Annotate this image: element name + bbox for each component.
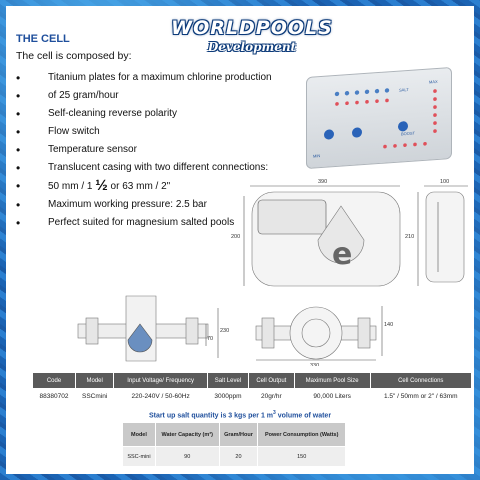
model-table bbox=[122, 422, 346, 467]
model-cell: 90 bbox=[155, 447, 219, 467]
feature-text: Perfect suited for magnesium salted pools bbox=[48, 217, 235, 228]
specs-cell: 1.5" / 50mm or 2" / 63mm bbox=[383, 393, 458, 400]
specs-header: Cell Output bbox=[248, 373, 294, 389]
feature-text: Maximum working pressure: 2.5 bar bbox=[48, 199, 207, 210]
specs-header: Code bbox=[33, 373, 76, 389]
cell-side-view bbox=[426, 192, 464, 282]
specs-header: Salt Level bbox=[208, 373, 249, 389]
pipe-union-right bbox=[186, 318, 198, 344]
e-logo: e bbox=[332, 237, 353, 272]
startup-salt-note bbox=[6, 410, 474, 419]
pipe-union-left bbox=[262, 318, 274, 348]
feature-text: Temperature sensor bbox=[48, 144, 137, 155]
dim-top-width: 330 bbox=[310, 363, 320, 366]
logo-main-text: WORLDPOOLS bbox=[171, 17, 333, 39]
specs-cell: 220-240V / 50-60Hz bbox=[131, 393, 190, 400]
model-header: Gram/Hour bbox=[219, 423, 258, 447]
cell-front-panel bbox=[258, 200, 326, 234]
startup-superscript: 3 bbox=[273, 410, 276, 416]
feature-text: Flow switch bbox=[48, 126, 100, 137]
dim-side-height: 210 bbox=[405, 234, 415, 240]
feature-text: of 25 gram/hour bbox=[48, 90, 119, 101]
specs-header: Cell Connections bbox=[370, 373, 471, 389]
boost-label: BOOST bbox=[401, 130, 415, 137]
min-label: MIN bbox=[313, 153, 321, 159]
model-cell: 150 bbox=[258, 447, 346, 467]
section-title: THE CELL bbox=[16, 33, 70, 45]
feature-text: Self-cleaning reverse polarity bbox=[48, 108, 177, 119]
dim-side-view-depth: 70 bbox=[207, 336, 214, 342]
feature-text: Translucent casing with two different connections: bbox=[48, 162, 269, 173]
model-header: Power Consumption (Watts) bbox=[258, 423, 346, 447]
specs-table bbox=[32, 372, 472, 404]
table-row bbox=[33, 389, 472, 405]
specs-cell: 3000ppm bbox=[214, 393, 242, 400]
specs-header-row bbox=[33, 373, 472, 389]
technical-drawings bbox=[6, 6, 474, 366]
model-header: Water Capacity (m³) bbox=[155, 423, 219, 447]
startup-text: Start up salt quantity is 3 kgs per 1 m bbox=[148, 412, 274, 420]
specs-header: Model bbox=[76, 373, 114, 389]
connection-text: 50 mm / 1 bbox=[48, 181, 96, 192]
pipe-union-left bbox=[86, 318, 98, 344]
dim-front-width: 390 bbox=[318, 179, 328, 185]
salt-label: SALT bbox=[399, 86, 409, 93]
dim-front-height: 200 bbox=[231, 234, 241, 240]
connection-text: or 63 mm / 2" bbox=[107, 181, 171, 192]
startup-text: volume of water bbox=[275, 412, 332, 420]
specs-cell: 88380702 bbox=[39, 393, 69, 400]
dim-side-width: 100 bbox=[440, 179, 450, 185]
logo-sub-text: Development bbox=[207, 40, 297, 54]
feature-text: Titanium plates for a maximum chlorine production bbox=[48, 72, 272, 83]
specs-cell: SSCmini bbox=[82, 393, 108, 400]
specs-cell: 20gr/hr bbox=[261, 393, 282, 400]
specs-header: Maximum Pool Size bbox=[294, 373, 370, 389]
cell-top-view bbox=[290, 307, 342, 359]
model-header: Model bbox=[123, 423, 156, 447]
fraction-half: ½ bbox=[95, 177, 108, 194]
model-cell: SSC-mini bbox=[123, 447, 156, 467]
product-sheet bbox=[6, 6, 474, 474]
table-row bbox=[123, 447, 346, 467]
dim-top-height: 140 bbox=[384, 322, 394, 328]
pipe-union-right bbox=[358, 318, 370, 348]
specs-cell: 90,000 Liters bbox=[313, 393, 351, 400]
max-label: MAX bbox=[429, 78, 438, 85]
dim-side-view-height: 230 bbox=[220, 328, 230, 334]
intro-text: The cell is composed by: bbox=[16, 50, 132, 62]
specs-header: Input Voltage/ Frequency bbox=[114, 373, 208, 389]
model-cell: 20 bbox=[219, 447, 258, 467]
model-header-row bbox=[123, 423, 346, 447]
